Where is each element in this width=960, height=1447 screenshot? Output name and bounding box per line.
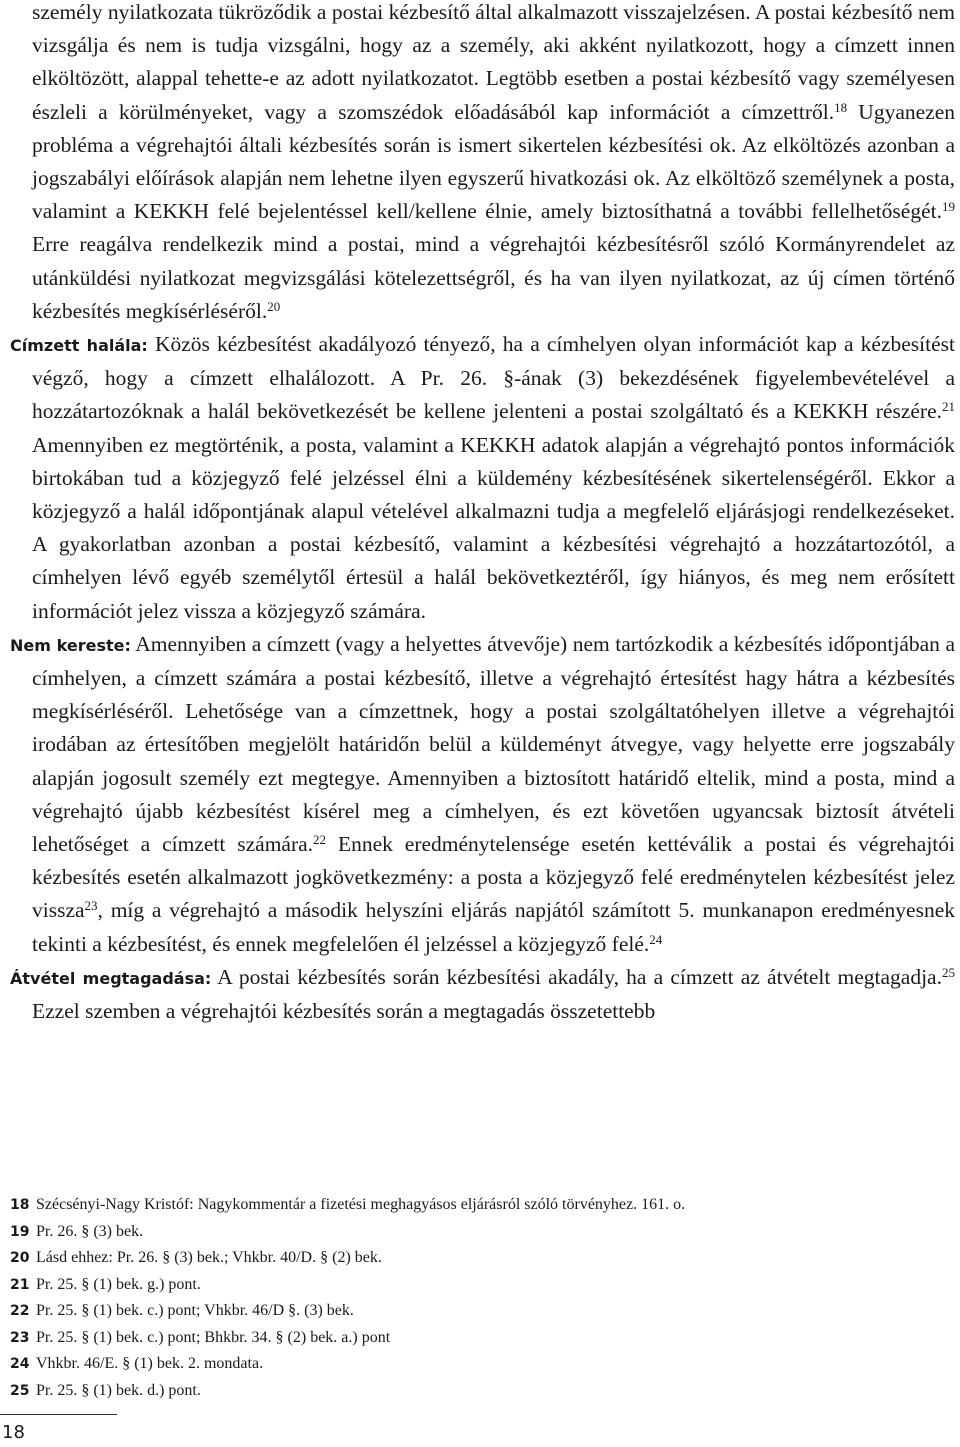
paragraph-nem-kereste bbox=[10, 628, 955, 961]
paragraph-elkoltozes bbox=[10, 0, 955, 328]
paragraph-text: Ezzel szemben a végrehajtói kézbesítés során a megtagadás összetettebb bbox=[32, 999, 656, 1024]
footnote-text: Pr. 26. § (3) bek. bbox=[36, 1222, 144, 1240]
paragraph-text: Amennyiben a címzett (vagy a helyettes átvevője) nem tartózkodik a kézbesítés időpontjában a címhelyen, a címzett számára a postai kézbesítő, illetve a végrehajtó értesítést hagy hátra a kézbesítés megkísérléséről. Lehetősége van a címzettnek, hogy a postai szolgáltatóhelyen illetve a végrehajtói irodában az értesítőben megjelölt határidőn belül a küldeményt átvegye, vagy helyette erre jogszabály alapján jogosult személy ezt megtegye. Amennyiben a biztosított határidő eltelik, mind a posta, mind a végrehajtó újabb kézbesítést kísérel meg a címhelyen, és ezt követően ugyancsak biztosít átvételi lehetőséget a címzett számára. bbox=[32, 631, 955, 857]
term-label: Nem kereste: bbox=[10, 635, 131, 655]
footnote-text: Vhkbr. 46/E. § (1) bek. 2. mondata. bbox=[36, 1355, 264, 1372]
page-number-rule bbox=[0, 1414, 117, 1415]
footnotes bbox=[10, 1192, 940, 1404]
paragraph-text: , míg a végrehajtó a második helyszíni eljárás napjától számított 5. munkanapon eredményesnek tekinti a kézbesítést, és ennek megfelelően él jelzéssel a közjegyző felé. bbox=[32, 898, 955, 956]
footnote-text: Pr. 25. § (1) bek. g.) pont. bbox=[36, 1275, 201, 1293]
footnote bbox=[10, 1245, 940, 1272]
page-number: 18 bbox=[2, 1422, 25, 1443]
footnote bbox=[10, 1351, 940, 1378]
footnote-number: 20 bbox=[10, 1250, 30, 1266]
footnote-text: Pr. 25. § (1) bek. d.) pont. bbox=[36, 1381, 201, 1399]
footnote-ref[interactable]: 23 bbox=[84, 898, 98, 914]
footnote-number: 19 bbox=[10, 1223, 30, 1240]
footnote-ref[interactable]: 25 bbox=[941, 964, 955, 980]
footnote bbox=[10, 1298, 940, 1325]
footnote bbox=[10, 1378, 940, 1405]
footnote-number: 25 bbox=[10, 1382, 30, 1399]
footnote-number: 23 bbox=[10, 1329, 30, 1346]
footnote-number: 22 bbox=[10, 1303, 30, 1319]
paragraph-text: Erre reagálva rendelkezik mind a postai, mind a végrehajtói kézbesítésről szóló Kormányrendelet az utánküldési nyilatkozat megvizsgálási kötelezettségről, és ha van ilyen nyilatkozat, az új címen történő kézbesítés megkísérléséről. bbox=[32, 232, 955, 323]
footnote-ref[interactable]: 22 bbox=[313, 832, 327, 848]
paragraph-text: Ugyanezen probléma a végrehajtói általi kézbesítés során is ismert sikertelen kézbesítési ok. Az elköltözés azonban a jogszabályi előírások alapján nem lehetne ilyen egyszerű hivatkozási ok. Az elköltöző személynek a posta, valamint a KEKKH felé bejelentéssel kell/kellene élnie, amely biztosíthatná a további fellelhetőségét. bbox=[32, 99, 955, 224]
main-text bbox=[10, 0, 955, 1028]
footnote-ref[interactable]: 18 bbox=[834, 99, 848, 115]
paragraph-text: személy nyilatkozata tükröződik a postai kézbesítő által alkalmazott visszajelzésen. A postai kézbesítő nem vizsgálja és nem is tudja vizsgálni, hogy az a személy, aki akként nyilatkozott, hogy a címzett innen elköltözött, alappal tehette-e az adott nyilatkozatot. Legtöbb esetben a postai kézbesítő vagy személyesen észleli a körülményeket, vagy a szomszédok előadásából kap információt a címzettről. bbox=[32, 0, 955, 124]
footnote-ref[interactable]: 19 bbox=[942, 199, 955, 215]
paragraph-text: Közös kézbesítést akadályozó tényező, ha a címhelyen olyan információt kap a kézbesítést végző, hogy a címzett elhalálozott. A Pr. 26. §-ának (3) bekezdésének figyelembevételével a hozzátartozóknak a halál bekövetkezését be kellene jelenteni a postai szolgáltató és a KEKKH részére. bbox=[32, 332, 955, 424]
term-label: Átvétel megtagadása: bbox=[10, 968, 212, 988]
footnote-ref[interactable]: 20 bbox=[267, 298, 281, 314]
footnote bbox=[10, 1272, 940, 1299]
footnote-text: Szécsényi-Nagy Kristóf: Nagykommentár a fizetési meghagyásos eljárásról szóló törvényhez. 161. o. bbox=[36, 1196, 686, 1213]
paragraph-text: A postai kézbesítés során kézbesítési akadály, ha a címzett az átvételt megtagadja. bbox=[211, 964, 942, 989]
paragraph-text: Ennek eredménytelensége esetén kettéválik a postai és végrehajtói kézbesítés esetén alkalmazott jogkövetkezmény: a posta a közjegyző felé eredménytelen kézbesítést jelez vissza bbox=[32, 832, 955, 923]
footnote-number: 21 bbox=[10, 1276, 30, 1293]
footnote-ref[interactable]: 24 bbox=[649, 931, 663, 947]
paragraph-atvetel-megtagadasa bbox=[10, 961, 955, 1028]
footnote bbox=[10, 1219, 940, 1246]
footnote-text: Pr. 25. § (1) bek. c.) pont; Bhkbr. 34. § (2) bek. a.) pont bbox=[36, 1328, 391, 1346]
footnote-text: Lásd ehhez: Pr. 26. § (3) bek.; Vhkbr. 40/D. § (2) bek. bbox=[36, 1249, 382, 1266]
footnote-number: 24 bbox=[10, 1356, 30, 1372]
paragraph-text: Amennyiben ez megtörténik, a posta, valamint a KEKKH adatok alapján a végrehajtó pontos információk birtokában tud a közjegyző felé jelzéssel élni a küldemény kézbesítésének sikertelenségéről. Ekkor a közjegyző a halál időpontjának alapul vételével alkalmazni tudja a megfelelő eljárásjogi rendelkezéseket. A gyakorlatban azonban a postai kézbesítő, valamint a kézbesítési végrehajtó a hozzátartozótól, a címhelyen lévő egyéb személytől értesül a halál bekövetkeztéről, így hiányos, és meg nem erősített információt jelez vissza a közjegyző számára. bbox=[32, 432, 955, 623]
paragraph-cimzett-halala bbox=[10, 328, 955, 628]
footnote bbox=[10, 1192, 940, 1219]
footnote bbox=[10, 1325, 940, 1352]
footnote-ref[interactable]: 21 bbox=[942, 399, 955, 415]
footnote-number: 18 bbox=[10, 1197, 30, 1213]
footnote-text: Pr. 25. § (1) bek. c.) pont; Vhkbr. 46/D §. (3) bek. bbox=[36, 1302, 354, 1319]
term-label: Címzett halála: bbox=[10, 336, 148, 356]
